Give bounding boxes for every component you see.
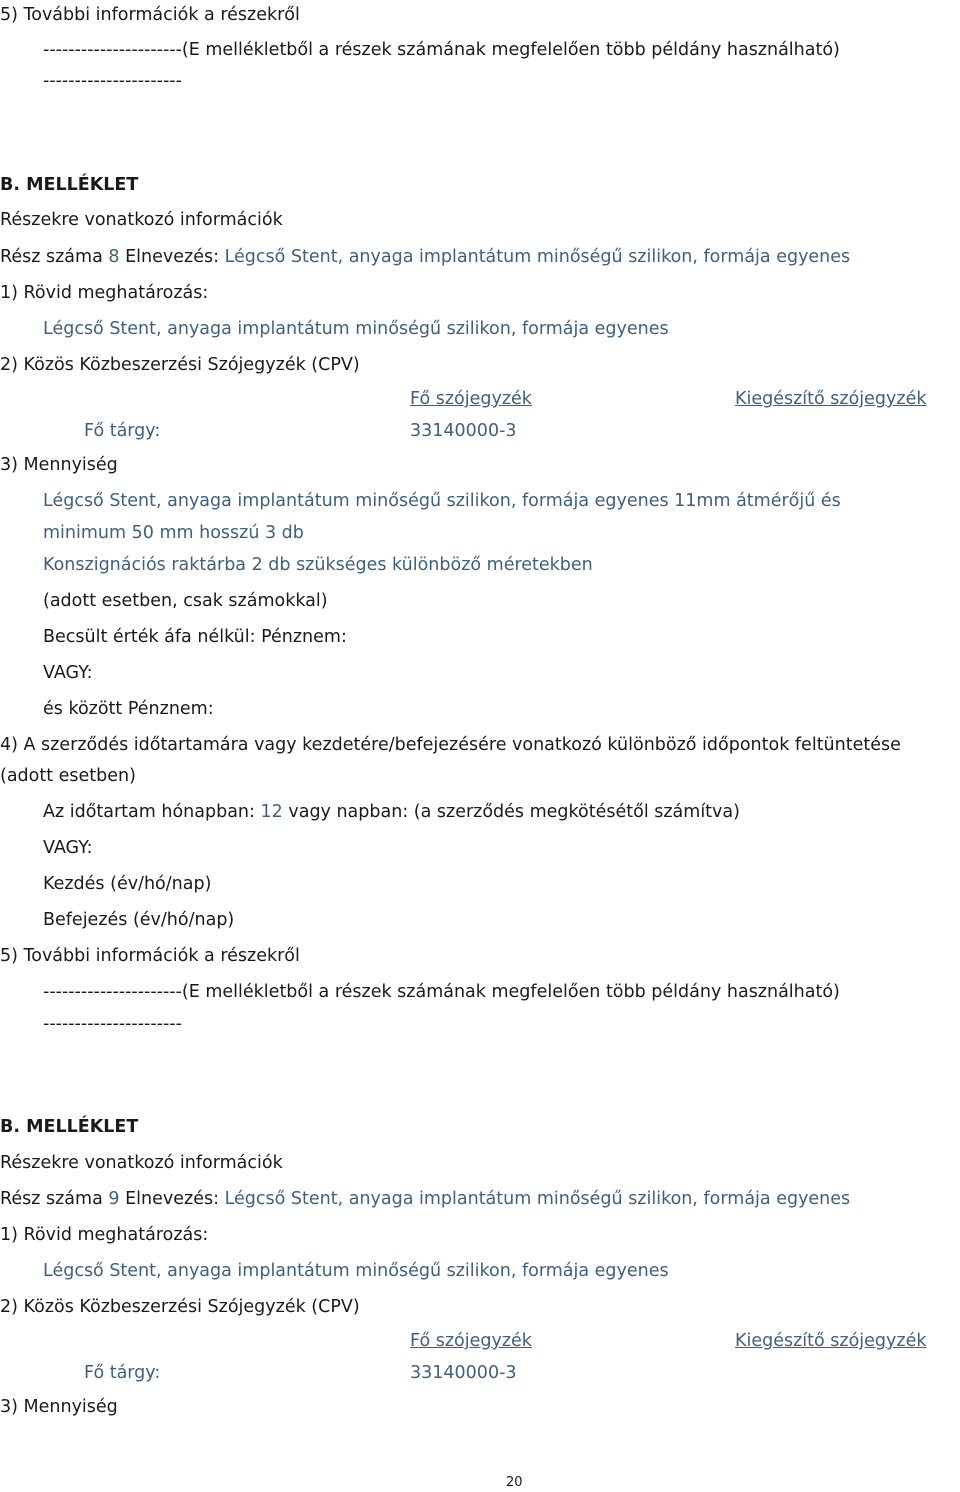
section-4-label: 4) A szerződés időtartamára vagy kezdetére/befejezésére vonatkozó különböző időpontok feltüntetése — [0, 735, 901, 755]
section-2-label: 2) Közös Közbeszerzési Szójegyzék (CPV) — [0, 355, 360, 375]
duration-suffix: vagy napban: (a szerződés megkötésétől számítva) — [288, 802, 740, 822]
annex-subtitle: Részekre vonatkozó információk — [0, 210, 283, 230]
main-subject-code: 33140000-3 — [410, 421, 517, 441]
name-label: Elnevezés: — [125, 1189, 219, 1209]
main-subject-code-2: 33140000-3 — [410, 1363, 517, 1383]
section-2-label-2: 2) Közös Közbeszerzési Szójegyzék (CPV) — [0, 1297, 360, 1317]
estimate-label: Becsült érték áfa nélkül: Pénznem: — [43, 627, 347, 647]
main-subject-label-2: Fő tárgy: — [84, 1363, 161, 1383]
annex-subtitle-2: Részekre vonatkozó információk — [0, 1153, 283, 1173]
quantity-line-3: Konszignációs raktárba 2 db szükséges különböző méretekben — [43, 555, 593, 575]
between-label: és között Pénznem: — [43, 699, 214, 719]
annex-title-2: B. MELLÉKLET — [0, 1117, 139, 1137]
section-3-label: 3) Mennyiség — [0, 455, 118, 475]
name-label: Elnevezés: — [125, 247, 219, 267]
section-4-note: (adott esetben) — [0, 766, 136, 786]
start-date-label: Kezdés (év/hó/nap) — [43, 874, 212, 894]
part-label: Rész száma — [0, 1189, 103, 1209]
name-value: Légcső Stent, anyaga implantátum minőségű szilikon, formája egyenes — [224, 247, 851, 267]
section-1-label-2: 1) Rövid meghatározás: — [0, 1225, 209, 1245]
page-number: 20 — [506, 1475, 523, 1490]
section-3-label-2: 3) Mennyiség — [0, 1397, 118, 1417]
section-5-note: ----------------------(E mellékletből a részek számának megfelelően több példány használható) — [43, 40, 840, 60]
part-number: 9 — [108, 1189, 120, 1209]
quantity-note: (adott esetben, csak számokkal) — [43, 591, 328, 611]
end-date-label: Befejezés (év/hó/nap) — [43, 910, 235, 930]
annex-title: B. MELLÉKLET — [0, 175, 139, 195]
section-1-value: Légcső Stent, anyaga implantátum minőségű szilikon, formája egyenes — [43, 319, 669, 339]
quantity-line-1: Légcső Stent, anyaga implantátum minőségű szilikon, formája egyenes 11mm átmérőjű és — [43, 491, 841, 511]
cpv-supplementary-heading: Kiegészítő szójegyzék — [735, 389, 927, 409]
section-1-value-2: Légcső Stent, anyaga implantátum minőségű szilikon, formája egyenes — [43, 1261, 669, 1281]
part-number: 8 — [108, 247, 120, 267]
name-value: Légcső Stent, anyaga implantátum minőségű szilikon, formája egyenes — [224, 1189, 851, 1209]
duration-prefix: Az időtartam hónapban: — [43, 802, 255, 822]
quantity-line-2: minimum 50 mm hosszú 3 db — [43, 523, 304, 543]
section-5-note-2: ----------------------(E mellékletből a részek számának megfelelően több példány használható) — [43, 982, 840, 1002]
cpv-supplementary-heading-2: Kiegészítő szójegyzék — [735, 1331, 927, 1351]
part-header-2 — [0, 1188, 850, 1210]
section-5-heading: 5) További információk a részekről — [0, 5, 300, 25]
section-1-label: 1) Rövid meghatározás: — [0, 283, 209, 303]
section-5-note-dashes-2: ---------------------- — [43, 1014, 182, 1034]
or-label-2: VAGY: — [43, 838, 93, 858]
cpv-main-heading: Fő szójegyzék — [410, 389, 532, 409]
duration-months: 12 — [260, 802, 283, 822]
or-label: VAGY: — [43, 663, 93, 683]
section-5-heading-2: 5) További információk a részekről — [0, 946, 300, 966]
main-subject-label: Fő tárgy: — [84, 421, 161, 441]
section-5-note-dashes: ---------------------- — [43, 71, 182, 91]
part-header — [0, 246, 850, 268]
part-label: Rész száma — [0, 247, 103, 267]
duration-line — [43, 801, 740, 823]
cpv-main-heading-2: Fő szójegyzék — [410, 1331, 532, 1351]
